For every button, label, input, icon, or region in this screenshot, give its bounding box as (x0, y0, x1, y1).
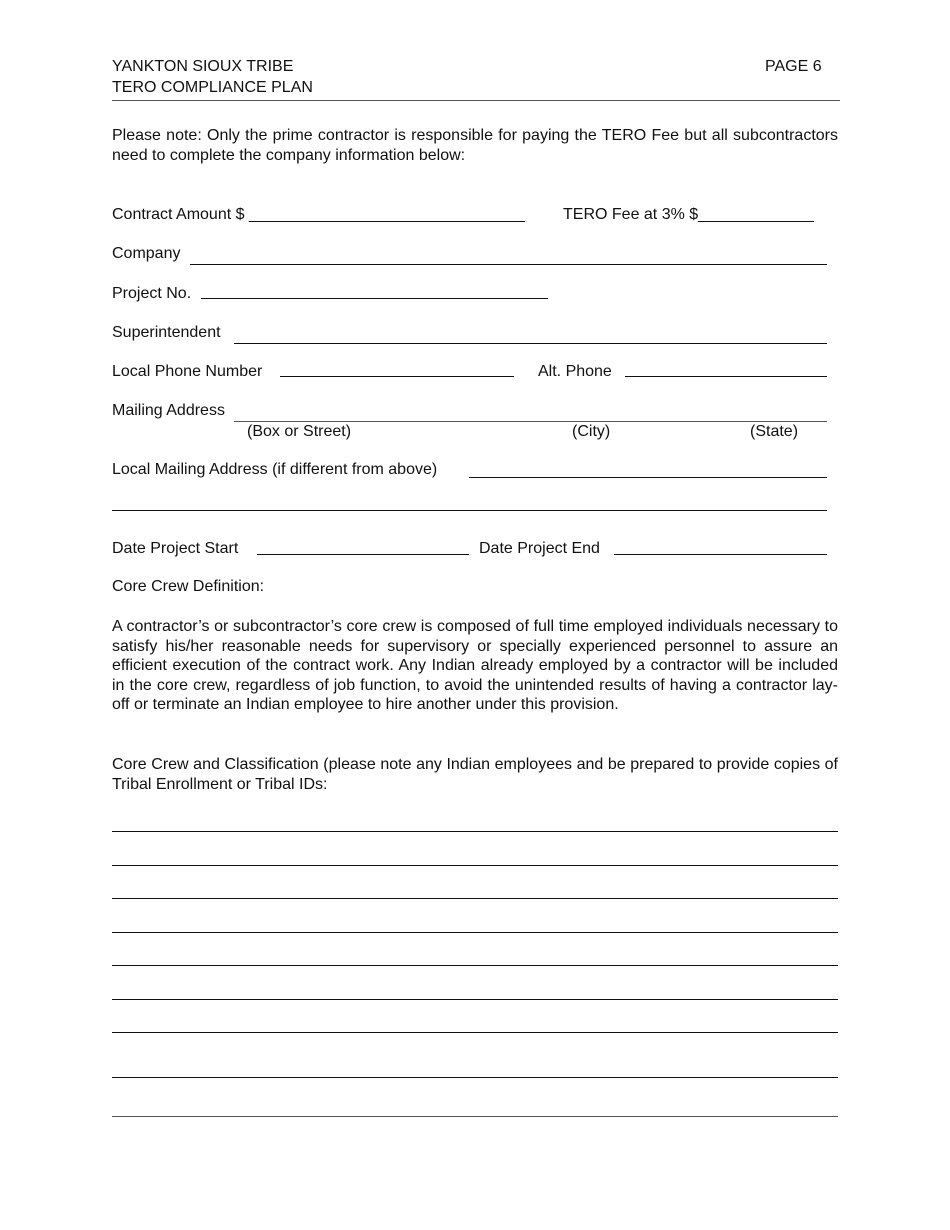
box-street-caption: (Box or Street) (247, 423, 352, 440)
city-caption: (City) (572, 423, 611, 440)
superintendent-field[interactable] (234, 343, 827, 344)
crew-entry-line[interactable] (112, 965, 838, 966)
mailing-address-label: Mailing Address (112, 402, 225, 419)
tero-fee-label[interactable]: TERO Fee at 3% $_____________ (563, 206, 814, 223)
project-no-field[interactable] (201, 298, 548, 299)
crew-entry-line[interactable] (112, 898, 838, 899)
core-crew-heading: Core Crew Definition: (112, 578, 265, 595)
core-crew-definition: A contractor’s or subcontractor’s core crew is composed of full time employed individuals necessary to satisfy his/her reasonable needs for supervisory or specially experienced personnel to assure an efficient execution of the contract work. Any Indian already employed by a contractor will be included in the core crew, regardless of job function, to avoid the unintended results of having a contractor lay-off or terminate an Indian employee to hire another under this provision. (112, 618, 838, 714)
local-mailing-field-2[interactable] (112, 510, 827, 511)
superintendent-label: Superintendent (112, 324, 221, 341)
company-label: Company (112, 245, 181, 262)
crew-entry-line[interactable] (112, 999, 838, 1000)
date-end-field[interactable] (614, 554, 827, 555)
core-crew-classification: Core Crew and Classification (please note any Indian employees and be prepared to provide copies of Tribal Enrollment or Tribal IDs: (112, 756, 838, 793)
crew-entry-line[interactable] (112, 1077, 838, 1078)
crew-entry-line[interactable] (112, 1116, 838, 1117)
date-start-label: Date Project Start (112, 540, 239, 557)
date-start-field[interactable] (257, 554, 469, 555)
alt-phone-field[interactable] (625, 376, 827, 377)
header-org: YANKTON SIOUX TRIBE (112, 58, 294, 75)
note-paragraph: Please note: Only the prime contractor is responsible for paying the TERO Fee but all subcontractors need to complete the company information below: (112, 127, 838, 164)
crew-entry-line[interactable] (112, 932, 838, 933)
local-mailing-label: Local Mailing Address (if different from above) (112, 461, 438, 478)
header-plan: TERO COMPLIANCE PLAN (112, 79, 313, 96)
state-caption: (State) (750, 423, 799, 440)
page-number: PAGE 6 (765, 58, 822, 75)
contract-amount-label[interactable]: Contract Amount $ _______________________________ (112, 206, 525, 223)
local-phone-label: Local Phone Number (112, 363, 263, 380)
date-end-label: Date Project End (479, 540, 600, 557)
header-divider (112, 100, 840, 101)
crew-entry-line[interactable] (112, 1032, 838, 1033)
crew-entry-line[interactable] (112, 831, 838, 832)
project-no-label: Project No. (112, 285, 192, 302)
local-phone-field[interactable] (280, 376, 514, 377)
company-field[interactable] (190, 264, 827, 265)
alt-phone-label: Alt. Phone (538, 363, 612, 380)
crew-entry-line[interactable] (112, 865, 838, 866)
local-mailing-field[interactable] (469, 477, 827, 478)
